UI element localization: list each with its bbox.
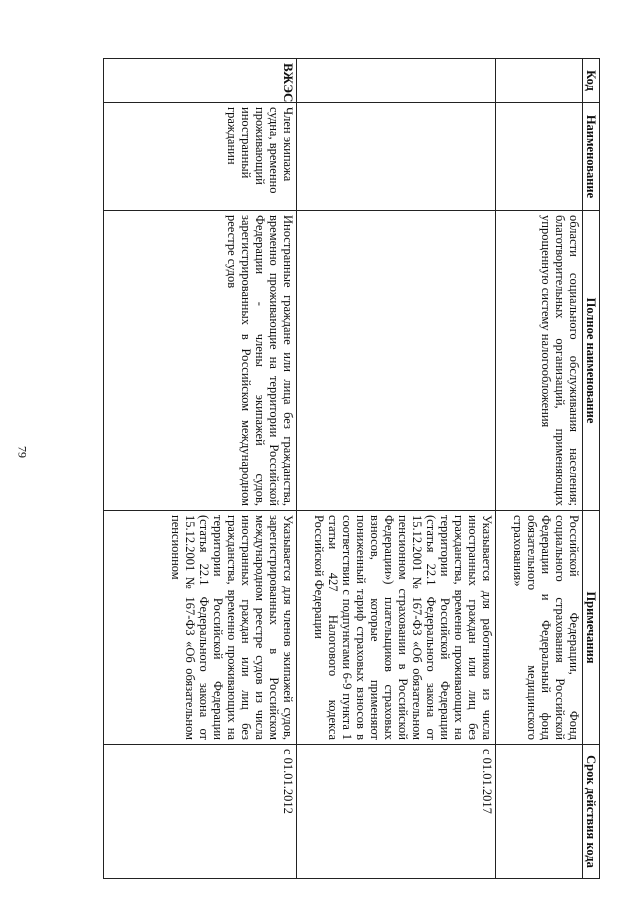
cell-full-name: Иностранные граждане или лица без гражданства, временно проживающие на территории Российской Федерации - члены экипажей судов, зарегистрированных в Российском международном реестре судов [104, 211, 297, 511]
header-full-name: Полное наименование [583, 211, 600, 511]
cell-full-name [297, 211, 496, 511]
cell-validity [496, 745, 583, 879]
cell-name: Член экипажа судна, временно проживающий иностранный гражданин [104, 103, 297, 211]
table-row [297, 59, 496, 879]
cell-name [496, 103, 583, 211]
cell-validity: с 01.01.2012 [104, 745, 297, 879]
codes-table [103, 58, 600, 879]
cell-notes: Указывается для работников из числа иностранных граждан или лиц без гражданства, временно проживающих на территории Российской Федерации (статья 22.1 Федерального закона от 15.12.2001 № 167-ФЗ «Об обязательном пенсионном страховании в Российской Федерации») плательщиков страховых взносов, которые применяют пониженный тариф страховых взносов в соответствии с подпунктами 6-9 пункта 1 статьи 427 Налогового кодекса Российской Федерации [297, 511, 496, 745]
rotated-page-content [57, 0, 602, 905]
table-row [496, 59, 583, 879]
table-header-row [583, 59, 600, 879]
cell-code [496, 59, 583, 103]
header-notes: Примечания [583, 511, 600, 745]
header-name: Наименование [583, 103, 600, 211]
cell-code [297, 59, 496, 103]
cell-code: ВЖЭС [104, 59, 297, 103]
header-validity: Срок действия кода [583, 745, 600, 879]
table-row [104, 59, 297, 879]
cell-notes: Российской Федерации, Фонд социального страхования Российской Федерации и Федеральный фонд обязательного медицинского страхования» [496, 511, 583, 745]
page-number: 79 [15, 446, 30, 458]
cell-notes: Указывается для членов экипажей судов, зарегистрированных в Российском международном реестре судов из числа иностранных граждан или лиц без гражданства, временно проживающих на территории Российской Федерации (статья 22.1 Федерального закона от 15.12.2001 № 167-ФЗ «Об обязательном пенсионном [104, 511, 297, 745]
header-code: Код [583, 59, 600, 103]
cell-full-name: области социального обслуживания населения; благотворительных организаций, применяющих упрощенную систему налогообложения [496, 211, 583, 511]
cell-name [297, 103, 496, 211]
cell-validity: с 01.01.2017 [297, 745, 496, 879]
